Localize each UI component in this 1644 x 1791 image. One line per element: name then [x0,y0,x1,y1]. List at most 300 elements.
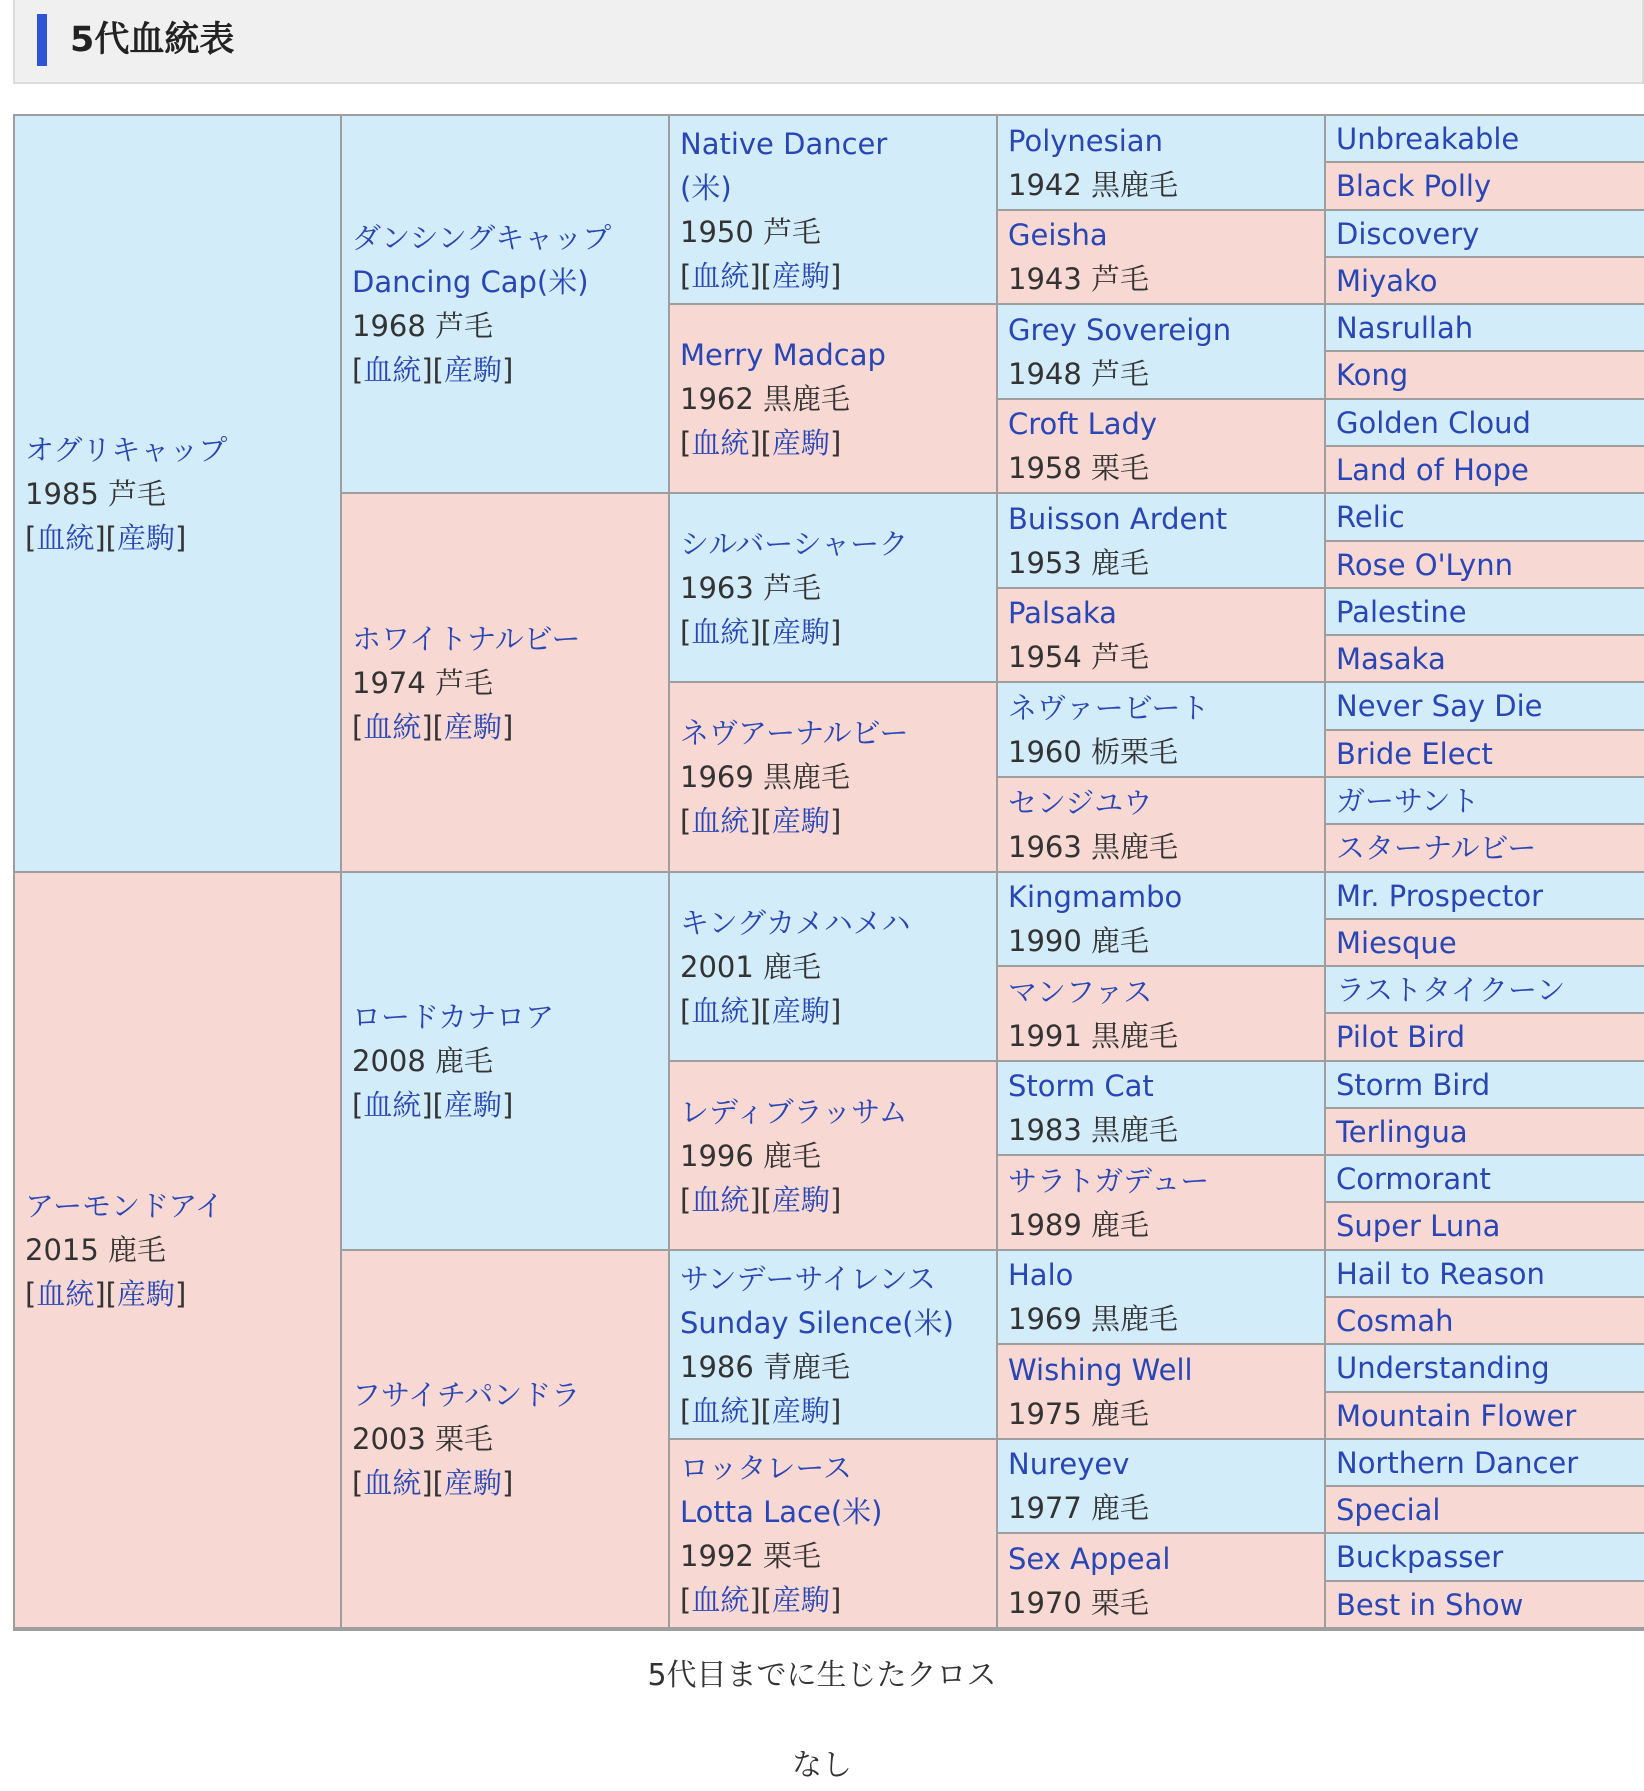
coat-color: 黒鹿毛 [763,760,851,794]
birth-year: 1969 [680,760,754,794]
horse-year-coat [352,661,660,705]
horse-year-coat [1008,919,1316,963]
pedigree-link[interactable]: 血統 [691,1393,750,1428]
coat-color: 黒鹿毛 [1091,1018,1179,1053]
coat-color: 栗毛 [1091,451,1150,485]
coat-color: 鹿毛 [1091,1207,1150,1242]
horse-name-link[interactable]: Palestine [1336,594,1467,629]
horse-info [680,522,988,654]
horse-name-link[interactable]: Sex Appeal [1008,1541,1171,1576]
horse-year-coat [1008,1392,1316,1436]
pedigree-link[interactable]: 血統 [691,804,750,838]
pedigree-cell-gen4 [998,1534,1326,1629]
horse-info [1336,1540,1636,1574]
horse-info [1336,1588,1636,1622]
birth-year: 1974 [352,665,426,700]
birth-year: 1942 [1008,167,1082,202]
horse-info [1336,1399,1636,1433]
horse-name-link[interactable]: Buisson Ardent [1008,501,1228,536]
horse-name-link[interactable]: Cormorant [1336,1161,1491,1196]
pedigree-cell-gen3 [670,1440,998,1629]
pedigree-cell-gen1 [15,116,342,873]
horse-info [352,216,660,392]
horse-name-link[interactable]: Cosmah [1336,1303,1454,1338]
pedigree-cell-gen4 [998,967,1326,1062]
pedigree-cell-gen5 [1326,400,1644,447]
horse-info [680,1257,988,1433]
coat-color: 鹿毛 [108,1233,167,1267]
coat-color: 芦毛 [763,570,822,605]
horse-info [1336,358,1636,392]
pedigree-cell-gen4 [998,873,1326,967]
horse-name-link[interactable]: Mr. Prospector [1336,878,1544,913]
pedigree-cell-gen5 [1326,636,1644,683]
pedigree-cell-gen2 [342,494,670,873]
pedigree-cell-gen4 [998,1345,1326,1440]
pedigree-progeny-links: [血統][産駒] [680,614,842,649]
birth-year: 1963 [680,570,754,605]
progeny-link[interactable]: 産駒 [771,614,830,649]
birth-year: 1996 [680,1138,754,1173]
pedigree-link[interactable]: 血統 [36,520,95,555]
birth-year: 1992 [680,1538,754,1573]
horse-year-coat [1008,1203,1316,1247]
horse-name-link[interactable]: レディブラッサム [680,1094,908,1129]
horse-info [1336,406,1636,440]
horse-alt-name-link[interactable]: (米) [680,170,732,205]
pedigree-cell-gen5 [1326,873,1644,920]
horse-name-link[interactable]: Halo [1008,1258,1074,1292]
horse-alt-name-link[interactable]: Lotta Lace(米) [680,1494,883,1529]
pedigree-progeny-links: [血統][産駒] [352,353,514,387]
horse-info [1336,1257,1636,1291]
horse-name-link[interactable]: サラトガデュー [1008,1163,1210,1198]
pedigree-cell-gen5 [1326,211,1644,258]
horse-name-link[interactable]: Buckpasser [1336,1540,1504,1574]
horse-info [1008,970,1316,1058]
pedigree-cell-gen5 [1326,542,1644,589]
horse-year-coat [352,1417,660,1461]
birth-year: 1990 [1008,924,1082,958]
horse-name-link[interactable]: ホワイトナルビー [352,621,581,656]
pedigree-cell-gen1 [15,873,342,1629]
horse-name-link[interactable]: Nureyev [1008,1447,1130,1481]
birth-year: 1975 [1008,1396,1082,1431]
horse-info [1008,308,1316,396]
horse-name-link[interactable]: Rose O'Lynn [1336,547,1513,582]
horse-year-coat [680,377,988,421]
pedigree-cell-gen5 [1326,825,1644,873]
pedigree-cell-gen5 [1326,778,1644,825]
horse-name-link[interactable]: ロッタレース [680,1450,852,1485]
horse-year-coat [1008,446,1316,490]
horse-info [680,711,988,843]
coat-color: 芦毛 [435,665,494,700]
horse-name-link[interactable]: Masaka [1336,641,1446,676]
pedigree-link[interactable]: 血統 [363,709,422,744]
pedigree-cell-gen5 [1326,1582,1644,1629]
horse-info [1336,879,1636,913]
horse-year-coat [1008,1108,1316,1152]
pedigree-link[interactable]: 血統 [691,425,750,460]
horse-name-link[interactable]: Discovery [1336,216,1480,251]
horse-name-link[interactable]: Best in Show [1336,1587,1524,1622]
horse-name-link[interactable]: Native Dancer [680,126,888,161]
horse-name-link[interactable]: Miyako [1336,263,1438,298]
horse-name-link[interactable]: キングカメハメハ [680,905,911,940]
horse-name-link[interactable]: Black Polly [1336,169,1492,203]
horse-year-coat [352,1039,660,1083]
pedigree-cell-gen5 [1326,116,1644,163]
birth-year: 1948 [1008,356,1082,391]
pedigree-cell-gen5 [1326,731,1644,778]
horse-info [680,122,988,298]
horse-info [1336,264,1636,298]
horse-info [1008,686,1316,774]
birth-year: 1969 [1008,1302,1082,1336]
horse-name-link[interactable]: フサイチパンドラ [352,1378,581,1412]
pedigree-cell-gen5 [1326,683,1644,731]
horse-info [1008,781,1316,869]
coat-color: 栗毛 [435,1422,494,1456]
horse-year-coat [1008,825,1316,869]
pedigree-cell-gen5 [1326,258,1644,305]
pedigree-cell-gen4 [998,1156,1326,1251]
horse-name-link[interactable]: ネヴァービート [1008,690,1210,725]
progeny-link[interactable]: 産駒 [771,993,830,1028]
pedigree-progeny-links: [血統][産駒] [680,425,842,460]
coat-color: 芦毛 [1091,356,1150,391]
horse-name-link[interactable]: Storm Cat [1008,1069,1154,1103]
horse-year-coat [680,945,988,989]
birth-year: 1958 [1008,451,1082,485]
pedigree-link[interactable]: 血統 [691,1182,750,1217]
pedigree-progeny-links: [血統][産駒] [680,993,842,1028]
pedigree-progeny-links: [血統][産駒] [352,1088,514,1122]
horse-name-link[interactable]: Kong [1336,358,1409,392]
progeny-link[interactable]: 産駒 [443,353,502,387]
horse-alt-name-link[interactable]: Dancing Cap(米) [352,265,589,299]
pedigree-cell-gen2 [342,116,670,494]
horse-name-link[interactable]: ダンシングキャップ [352,221,612,255]
horse-name-link[interactable]: Merry Madcap [680,337,886,372]
pedigree-progeny-links: [血統][産駒] [680,1393,842,1428]
horse-info [680,333,988,465]
horse-info [1336,311,1636,345]
birth-year: 1986 [680,1349,754,1384]
horse-year-coat [680,755,988,799]
horse-info [25,428,332,560]
horse-info [1336,831,1636,865]
horse-name-link[interactable]: ネヴアーナルビー [680,716,909,750]
horse-info [1008,1253,1316,1341]
section-header [13,0,1644,84]
horse-info [1008,497,1316,585]
coat-color: 栃栗毛 [1091,734,1179,769]
horse-info [1336,1209,1636,1243]
pedigree-cell-gen5 [1326,447,1644,494]
horse-name-link[interactable]: Storm Bird [1336,1067,1491,1102]
pedigree-cell-gen4 [998,116,1326,211]
pedigree-link[interactable]: 血統 [363,1088,422,1122]
horse-name-link[interactable]: サンデーサイレンス [680,1261,936,1296]
coat-color: 鹿毛 [763,1138,822,1173]
coat-color: 黒鹿毛 [763,381,851,416]
birth-year: 2008 [352,1044,426,1078]
pedigree-link[interactable]: 血統 [691,614,750,649]
horse-info [680,901,988,1033]
pedigree-cell-gen4 [998,1062,1326,1156]
pedigree-cell-gen5 [1326,1298,1644,1345]
progeny-link[interactable]: 産駒 [443,1088,502,1122]
horse-name-link[interactable]: Special [1336,1492,1441,1527]
progeny-link[interactable]: 産駒 [771,425,830,460]
pedigree-cell-gen3 [670,1251,998,1440]
pedigree-progeny-links: [血統][産駒] [25,1277,187,1311]
pedigree-cell-gen4 [998,494,1326,589]
horse-name-link[interactable]: アーモンドアイ [25,1189,224,1223]
horse-info [352,995,660,1127]
horse-name-link[interactable]: Super Luna [1336,1209,1501,1243]
horse-info [1008,402,1316,490]
coat-color: 栗毛 [1091,1585,1150,1620]
birth-year: 1977 [1008,1491,1082,1525]
horse-info [1336,973,1636,1007]
pedigree-cell-gen5 [1326,163,1644,211]
coat-color: 芦毛 [1091,262,1150,296]
horse-name-link[interactable]: Land of Hope [1336,452,1529,487]
horse-info [25,1184,332,1316]
horse-name-link[interactable]: Geisha [1008,218,1108,252]
progeny-link[interactable]: 産駒 [771,1182,830,1217]
horse-info [1336,1162,1636,1196]
progeny-link[interactable]: 産駒 [771,1393,830,1428]
horse-year-coat [1008,635,1316,679]
horse-info [1336,595,1636,629]
horse-year-coat [1008,352,1316,396]
coat-color: 黒鹿毛 [1091,1302,1179,1336]
pedigree-link[interactable]: 血統 [363,353,422,387]
horse-info [352,1373,660,1505]
horse-info [1336,1493,1636,1527]
progeny-link[interactable]: 産駒 [116,1277,175,1311]
pedigree-cell-gen4 [998,305,1326,400]
coat-color: 栗毛 [763,1538,822,1573]
coat-color: 芦毛 [435,309,494,343]
coat-color: 鹿毛 [1091,1491,1150,1525]
horse-name-link[interactable]: オグリキャップ [25,432,228,467]
horse-name-link[interactable]: Palsaka [1008,596,1117,630]
pedigree-link[interactable]: 血統 [691,1582,750,1617]
birth-year: 1991 [1008,1018,1082,1053]
birth-year: 1954 [1008,640,1082,674]
horse-name-link[interactable]: Croft Lady [1008,407,1158,441]
progeny-link[interactable]: 産駒 [771,258,830,293]
pedigree-cell-gen3 [670,873,998,1062]
birth-year: 1950 [680,214,754,249]
progeny-link[interactable]: 産駒 [443,709,502,744]
horse-info [680,1446,988,1622]
pedigree-cell-gen3 [670,683,998,873]
cross-heading: 5代目までに生じたクロス [647,1658,997,1693]
horse-name-link[interactable]: センジユウ [1008,785,1153,820]
horse-name-link[interactable]: Relic [1336,500,1405,534]
pedigree-cell-gen5 [1326,1062,1644,1109]
pedigree-link[interactable]: 血統 [363,1466,422,1500]
horse-name-link[interactable]: Grey Sovereign [1008,312,1232,347]
pedigree-cell-gen5 [1326,1345,1644,1393]
pedigree-cell-gen4 [998,1251,1326,1345]
horse-info [1336,1304,1636,1338]
pedigree-cell-gen5 [1326,1156,1644,1203]
horse-year-coat [680,1345,988,1389]
horse-info [1008,1348,1316,1436]
pedigree-progeny-links: [血統][産駒] [680,804,842,838]
horse-name-link[interactable]: Kingmambo [1008,880,1183,914]
horse-year-coat [680,566,988,610]
coat-color: 芦毛 [1091,640,1150,674]
horse-year-coat [1008,1581,1316,1625]
progeny-link[interactable]: 産駒 [771,1582,830,1617]
coat-color: 鹿毛 [435,1044,494,1078]
birth-year: 1983 [1008,1113,1082,1147]
horse-info [1336,689,1636,723]
progeny-link[interactable]: 産駒 [771,804,830,838]
section-title: 5代血統表 [70,20,235,60]
birth-year: 1953 [1008,545,1082,580]
pedigree-progeny-links: [血統][産駒] [680,258,842,293]
horse-name-link[interactable]: Understanding [1336,1351,1550,1385]
pedigree-cell-gen4 [998,1440,1326,1534]
birth-year: 1960 [1008,734,1082,769]
horse-name-link[interactable]: Pilot Bird [1336,1020,1466,1054]
pedigree-cell-gen5 [1326,967,1644,1014]
horse-name-link[interactable]: ガーサント [1336,783,1480,818]
progeny-link[interactable]: 産駒 [443,1466,502,1500]
pedigree-progeny-links: [血統][産駒] [352,1466,514,1500]
horse-info [1008,213,1316,301]
horse-info [1336,217,1636,251]
pedigree-cell-gen3 [670,116,998,305]
horse-name-link[interactable]: Unbreakable [1336,121,1520,156]
birth-year: 1962 [680,381,754,416]
birth-year: 1989 [1008,1207,1082,1242]
coat-color: 鹿毛 [1091,924,1150,958]
horse-name-link[interactable]: Hail to Reason [1336,1256,1545,1291]
pedigree-link[interactable]: 血統 [36,1277,95,1311]
coat-color: 芦毛 [763,214,822,249]
birth-year: 1970 [1008,1585,1082,1620]
coat-color: 芦毛 [108,476,167,511]
coat-color: 黒鹿毛 [1091,829,1179,864]
pedigree-cell-gen5 [1326,494,1644,542]
horse-alt-name-link[interactable]: Sunday Silence(米) [680,1305,954,1340]
horse-info [1336,453,1636,487]
horse-name-link[interactable]: Terlingua [1336,1114,1468,1149]
pedigree-cell-gen2 [342,873,670,1251]
pedigree-link[interactable]: 血統 [691,258,750,293]
birth-year: 1963 [1008,829,1082,864]
horse-name-link[interactable]: Nasrullah [1336,310,1474,345]
pedigree-progeny-links: [血統][産駒] [352,709,514,744]
horse-year-coat [25,472,332,516]
coat-color: 鹿毛 [1091,1396,1150,1431]
horse-info [1336,737,1636,771]
pedigree-cell-gen5 [1326,1109,1644,1156]
pedigree-cell-gen5 [1326,352,1644,400]
horse-year-coat [352,304,660,348]
horse-info [1008,1064,1316,1152]
horse-info [1008,1442,1316,1530]
horse-name-link[interactable]: ロードカナロア [352,1000,555,1034]
horse-name-link[interactable]: ラストタイクーン [1336,972,1566,1007]
pedigree-link[interactable]: 血統 [691,993,750,1028]
horse-name-link[interactable]: Mountain Flower [1336,1398,1577,1433]
pedigree-progeny-links: [血統][産駒] [680,1182,842,1217]
pedigree-cell-gen4 [998,400,1326,494]
coat-color: 鹿毛 [1091,545,1150,580]
birth-year: 1985 [25,476,99,511]
pedigree-cell-gen2 [342,1251,670,1629]
horse-name-link[interactable]: Miesque [1336,925,1457,960]
horse-info [1008,591,1316,679]
horse-name-link[interactable]: Bride Elect [1336,736,1493,771]
pedigree-progeny-links: [血統][産駒] [25,520,187,555]
horse-name-link[interactable]: マンファス [1008,974,1153,1009]
horse-year-coat [25,1228,332,1272]
horse-year-coat [1008,1486,1316,1530]
horse-year-coat [1008,163,1316,207]
pedigree-cell-gen4 [998,683,1326,778]
horse-info [1336,1446,1636,1480]
horse-info [1336,548,1636,582]
horse-info [1008,1537,1316,1625]
horse-info [1336,1068,1636,1102]
horse-info [1336,642,1636,676]
horse-name-link[interactable]: Northern Dancer [1336,1445,1579,1480]
pedigree-cell-gen5 [1326,1014,1644,1062]
horse-name-link[interactable]: Golden Cloud [1336,405,1531,440]
horse-year-coat [1008,541,1316,585]
birth-year: 1943 [1008,262,1082,296]
pedigree-cell-gen5 [1326,1534,1644,1582]
birth-year: 2001 [680,949,754,984]
birth-year: 2003 [352,1422,426,1456]
horse-name-link[interactable]: Wishing Well [1008,1352,1193,1387]
horse-name-link[interactable]: シルバーシャーク [680,526,909,561]
horse-info [1336,1351,1636,1385]
horse-name-link[interactable]: Polynesian [1008,123,1163,158]
pedigree-cell-gen5 [1326,1440,1644,1487]
coat-color: 黒鹿毛 [1091,1113,1179,1147]
pedigree-cell-gen5 [1326,1203,1644,1251]
horse-name-link[interactable]: スターナルビー [1336,831,1537,865]
horse-info [1336,1020,1636,1054]
horse-year-coat [680,1134,988,1178]
pedigree-cell-gen5 [1326,1251,1644,1298]
coat-color: 青鹿毛 [763,1349,851,1384]
horse-name-link[interactable]: Never Say Die [1336,689,1543,723]
horse-info [1008,119,1316,207]
horse-info [1336,926,1636,960]
birth-year: 2015 [25,1233,99,1267]
progeny-link[interactable]: 産駒 [116,520,175,555]
horse-info [1336,784,1636,818]
pedigree-table [13,114,1644,1631]
horse-year-coat [1008,1297,1316,1341]
pedigree-cell-gen5 [1326,1393,1644,1440]
pedigree-cell-gen3 [670,494,998,683]
